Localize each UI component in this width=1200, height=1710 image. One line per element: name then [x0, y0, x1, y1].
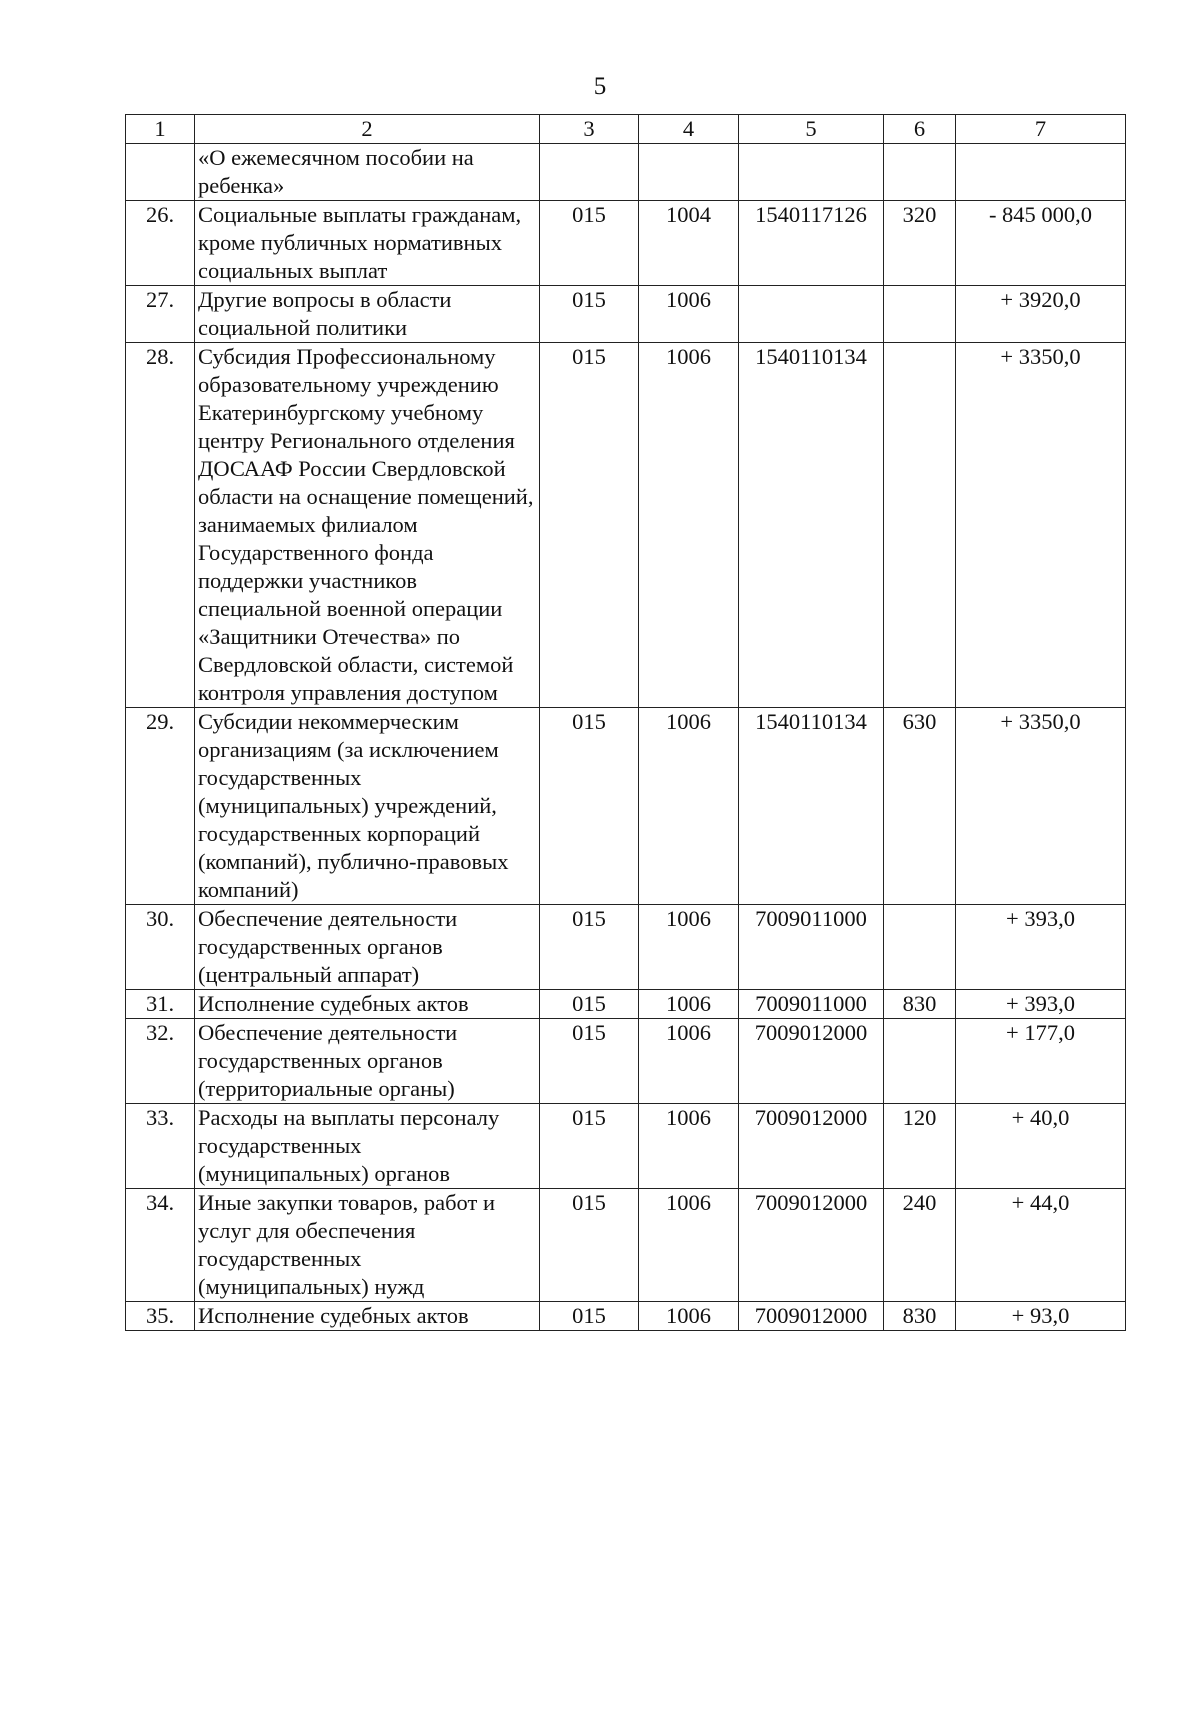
table-row: [126, 286, 1126, 343]
row-col6: [884, 286, 956, 343]
row-col4: 1006: [639, 286, 739, 343]
row-col4: 1006: [639, 1302, 739, 1331]
column-header: 7: [956, 115, 1126, 144]
row-amount: + 177,0: [956, 1019, 1126, 1104]
row-col3: 015: [540, 1104, 639, 1189]
row-amount: + 44,0: [956, 1189, 1126, 1302]
row-name: Другие вопросы в области социальной политики: [195, 286, 540, 343]
column-header: 2: [195, 115, 540, 144]
row-col3: 015: [540, 343, 639, 708]
row-col3: 015: [540, 1189, 639, 1302]
row-col3: 015: [540, 1019, 639, 1104]
table-row: [126, 343, 1126, 708]
row-col5: 7009011000: [739, 905, 884, 990]
row-number: 29.: [126, 708, 195, 905]
table-row: [126, 1302, 1126, 1331]
row-number: 34.: [126, 1189, 195, 1302]
row-name: Исполнение судебных актов: [195, 1302, 540, 1331]
row-number: 33.: [126, 1104, 195, 1189]
row-name: Иные закупки товаров, работ и услуг для обеспечения государственных (муниципальных) нужд: [195, 1189, 540, 1302]
row-number: 35.: [126, 1302, 195, 1331]
row-col6: [884, 905, 956, 990]
row-amount: + 3350,0: [956, 708, 1126, 905]
row-col5: 7009012000: [739, 1104, 884, 1189]
row-col5: 7009012000: [739, 1189, 884, 1302]
row-amount: - 845 000,0: [956, 201, 1126, 286]
row-number: [126, 144, 195, 201]
row-col5: [739, 144, 884, 201]
row-number: 30.: [126, 905, 195, 990]
column-header: 3: [540, 115, 639, 144]
row-col3: 015: [540, 286, 639, 343]
page-number: 5: [593, 73, 607, 100]
row-col6: 830: [884, 990, 956, 1019]
row-name: Субсидия Профессиональному образовательному учреждению Екатеринбургскому учебному центру Регионального отделения ДОСААФ России Свердловской области на оснащение помещений, занимаемых филиалом Государственного фонда поддержки участников специальной военной операции «Защитники Отечества» по Свердловской области, системой контроля управления доступом: [195, 343, 540, 708]
row-amount: + 393,0: [956, 905, 1126, 990]
row-col6: 830: [884, 1302, 956, 1331]
table-row: [126, 201, 1126, 286]
row-name: Субсидии некоммерческим организациям (за исключением государственных (муниципальных) учреждений, государственных корпораций (компаний), публично-правовых компаний): [195, 708, 540, 905]
row-amount: + 3920,0: [956, 286, 1126, 343]
row-col3: [540, 144, 639, 201]
row-col6: [884, 343, 956, 708]
row-col5: 1540110134: [739, 708, 884, 905]
row-col4: 1006: [639, 1104, 739, 1189]
row-col5: 1540110134: [739, 343, 884, 708]
row-col4: 1006: [639, 1189, 739, 1302]
table-row: [126, 144, 1126, 201]
column-header: 5: [739, 115, 884, 144]
column-header: 1: [126, 115, 195, 144]
row-col4: 1006: [639, 905, 739, 990]
row-amount: + 393,0: [956, 990, 1126, 1019]
row-col3: 015: [540, 1302, 639, 1331]
column-header: 6: [884, 115, 956, 144]
row-col5: 7009012000: [739, 1302, 884, 1331]
row-name: Обеспечение деятельности государственных органов (территориальные органы): [195, 1019, 540, 1104]
row-col4: 1006: [639, 708, 739, 905]
row-number: 28.: [126, 343, 195, 708]
column-header: 4: [639, 115, 739, 144]
row-col5: 7009012000: [739, 1019, 884, 1104]
row-col6: 240: [884, 1189, 956, 1302]
row-number: 27.: [126, 286, 195, 343]
row-col3: 015: [540, 708, 639, 905]
table-row: [126, 905, 1126, 990]
row-amount: + 93,0: [956, 1302, 1126, 1331]
table-row: [126, 1189, 1126, 1302]
row-number: 32.: [126, 1019, 195, 1104]
row-col6: 120: [884, 1104, 956, 1189]
row-col4: 1006: [639, 990, 739, 1019]
row-col6: [884, 1019, 956, 1104]
row-name: «О ежемесячном пособии на ребенка»: [195, 144, 540, 201]
row-name: Расходы на выплаты персоналу государственных (муниципальных) органов: [195, 1104, 540, 1189]
budget-table: [125, 114, 1126, 1331]
row-col6: 630: [884, 708, 956, 905]
row-col4: 1006: [639, 343, 739, 708]
table-row: [126, 1019, 1126, 1104]
row-col4: 1006: [639, 1019, 739, 1104]
row-amount: [956, 144, 1126, 201]
row-amount: + 3350,0: [956, 343, 1126, 708]
row-col5: [739, 286, 884, 343]
row-col3: 015: [540, 990, 639, 1019]
row-name: Социальные выплаты гражданам, кроме публичных нормативных социальных выплат: [195, 201, 540, 286]
row-col4: [639, 144, 739, 201]
table-row: [126, 990, 1126, 1019]
row-name: Исполнение судебных актов: [195, 990, 540, 1019]
row-name: Обеспечение деятельности государственных органов (центральный аппарат): [195, 905, 540, 990]
row-amount: + 40,0: [956, 1104, 1126, 1189]
row-col4: 1004: [639, 201, 739, 286]
row-col6: [884, 144, 956, 201]
row-col3: 015: [540, 201, 639, 286]
row-col5: 1540117126: [739, 201, 884, 286]
row-number: 31.: [126, 990, 195, 1019]
row-col5: 7009011000: [739, 990, 884, 1019]
table-row: [126, 1104, 1126, 1189]
header-row: [126, 115, 1126, 144]
row-col6: 320: [884, 201, 956, 286]
row-number: 26.: [126, 201, 195, 286]
table-row: [126, 708, 1126, 905]
row-col3: 015: [540, 905, 639, 990]
